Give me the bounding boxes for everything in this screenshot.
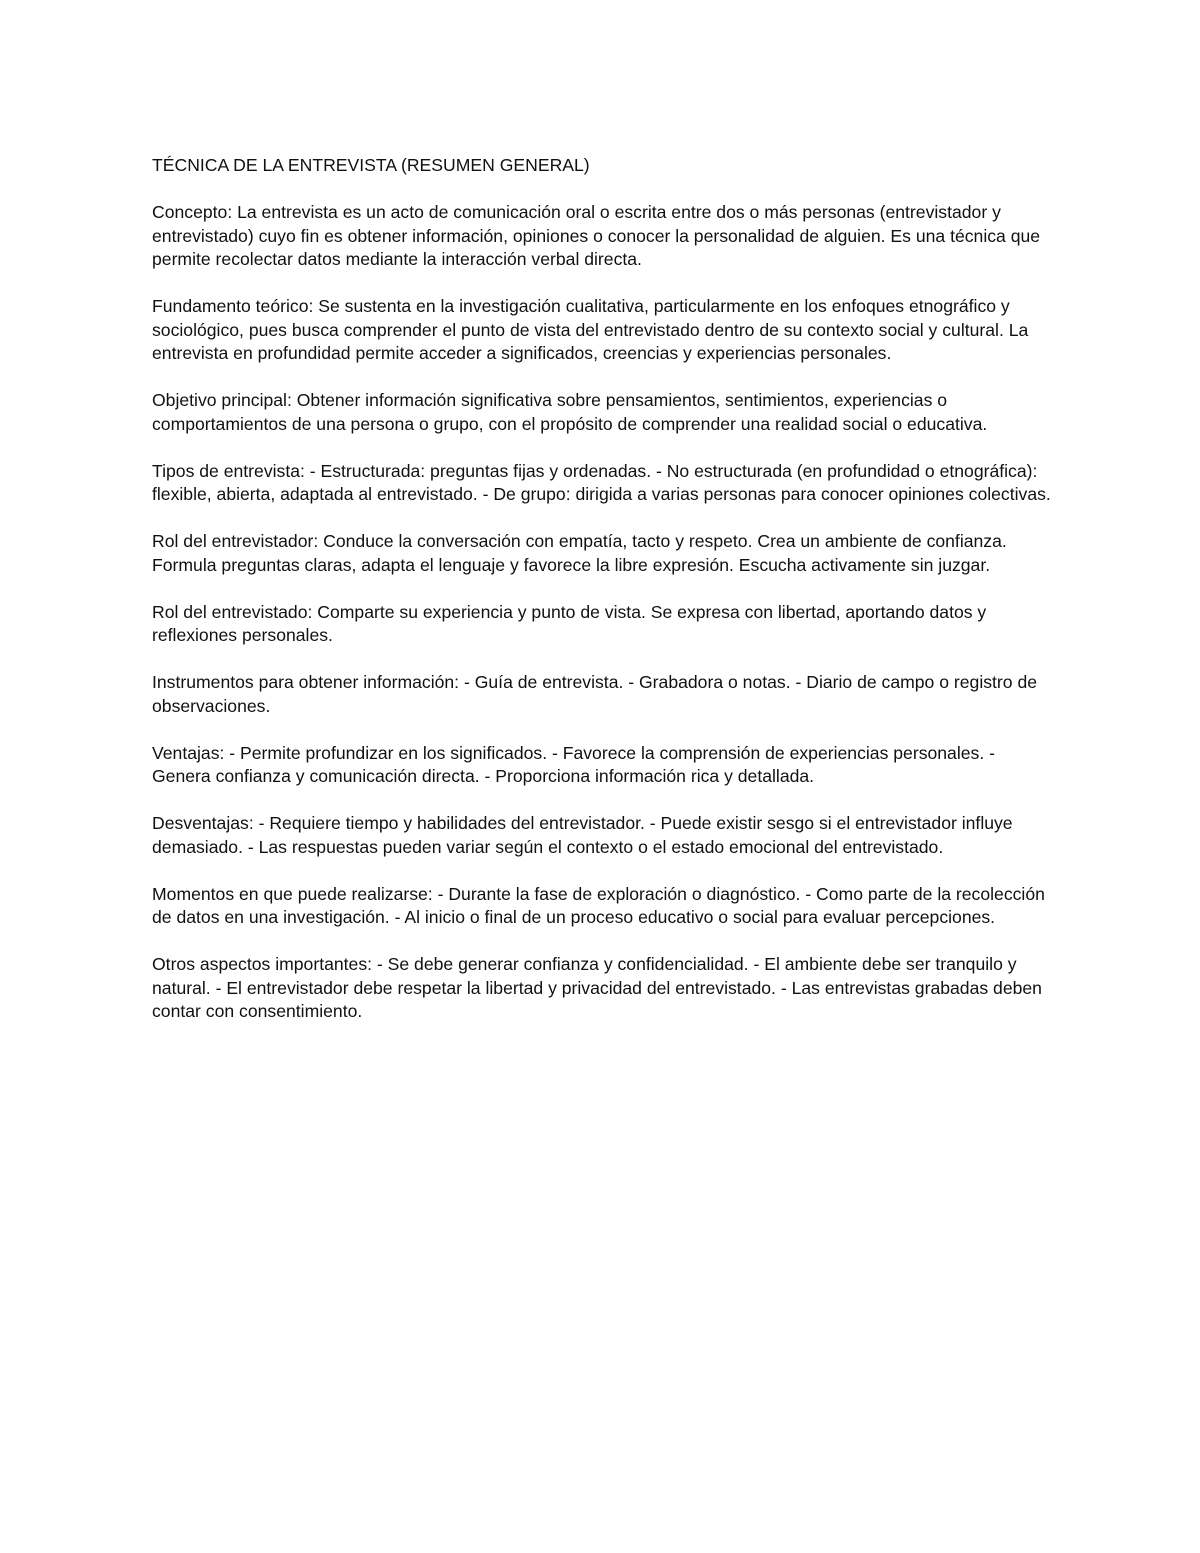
paragraph-instrumentos: Instrumentos para obtener información: - Guía de entrevista. - Grabadora o notas. - Diario de campo o registro de observaciones.: [152, 672, 1038, 716]
paragraph-concepto: Concepto: La entrevista es un acto de comunicación oral o escrita entre dos o más personas (entrevistador y entrevistado) cuyo fin es obtener información, opiniones o conocer la personalidad de alguien. Es una técnica que permite recolectar datos mediante la interacción verbal directa.: [152, 202, 1041, 269]
paragraph-ventajas: Ventajas: - Permite profundizar en los significados. - Favorece la comprensión de experiencias personales. - Genera confianza y comunicación directa. - Proporciona información rica y detallada.: [152, 742, 995, 786]
paragraph-otros-aspectos: Otros aspectos importantes: - Se debe generar confianza y confidencialidad. - El ambiente debe ser tranquilo y natural. - El entrevistador debe respetar la libertad y privacidad del entrevistado. - Las entrevistas grabadas deben contar con consentimiento.: [152, 954, 1042, 1021]
document-title: TÉCNICA DE LA ENTREVISTA (RESUMEN GENERAL): [152, 155, 590, 175]
document-body: [152, 154, 1052, 1047]
paragraph-fundamento: Fundamento teórico: Se sustenta en la investigación cualitativa, particularmente en los enfoques etnográfico y sociológico, pues busca comprender el punto de vista del entrevistado dentro de su contexto social y cultural. La entrevista en profundidad permite acceder a significados, creencias y experiencias personales.: [152, 296, 1029, 363]
paragraph-desventajas: Desventajas: - Requiere tiempo y habilidades del entrevistador. - Puede existir sesgo si el entrevistador influye demasiado. - Las respuestas pueden variar según el contexto o el estado emocional del entrevistado.: [152, 813, 1013, 857]
paragraph-objetivo: Objetivo principal: Obtener información significativa sobre pensamientos, sentimientos, experiencias o comportamientos de una persona o grupo, con el propósito de comprender una realidad social o educativa.: [152, 390, 988, 434]
paragraph-tipos: Tipos de entrevista: - Estructurada: preguntas fijas y ordenadas. - No estructurada (en profundidad o etnográfica): flexible, abierta, adaptada al entrevistado. - De grupo: dirigida a varias personas para conocer opiniones colectivas.: [152, 460, 1051, 504]
paragraph-momentos: Momentos en que puede realizarse: - Durante la fase de exploración o diagnóstico. - Como parte de la recolección de datos en una investigación. - Al inicio o final de un proceso educativo o social para evaluar percepciones.: [152, 883, 1045, 927]
paragraph-rol-entrevistador: Rol del entrevistador: Conduce la conversación con empatía, tacto y respeto. Crea un ambiente de confianza. Formula preguntas claras, adapta el lenguaje y favorece la libre expresión. Escucha activamente sin juzgar.: [152, 531, 1007, 575]
paragraph-rol-entrevistado: Rol del entrevistado: Comparte su experiencia y punto de vista. Se expresa con libertad, aportando datos y reflexiones personales.: [152, 601, 987, 645]
